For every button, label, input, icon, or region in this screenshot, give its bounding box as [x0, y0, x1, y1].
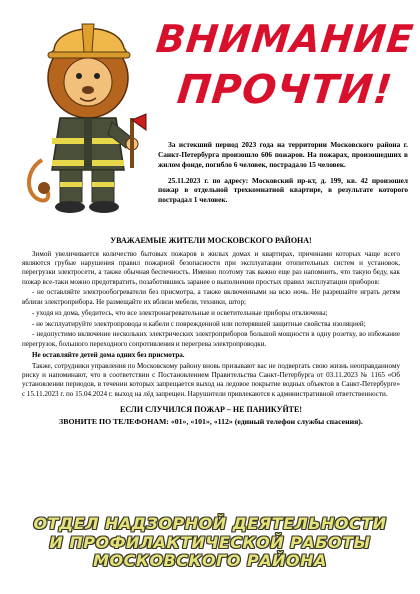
attention-headline — [154, 17, 416, 113]
residents-heading: УВАЖАЕМЫЕ ЖИТЕЛИ МОСКОВСКОГО РАЙОНА! — [110, 236, 312, 245]
rule-item: - не оставляйте электрообогреватели без присмотра, а также включенными на всю ночь. Не разрешайте играть детям вблизи электроприбора. Не размещайте их вблизи мебели, техники, штор; — [22, 288, 400, 306]
intro-paragraph-incident: 25.11.2023 г. по адресу: Московский пр-кт, д. 199, кв. 42 произошел пожар в отдельной трехкомнатной квартире, в результате которого пострадал 1 человек. — [158, 175, 408, 205]
banner-line-3: МОСКОВСКОГО РАЙОНА — [93, 551, 327, 571]
rule-item: - не эксплуатируйте электропровода и кабели с поврежденной или потерявшей защитные свойства изоляцией; — [32, 319, 366, 328]
main-text — [22, 236, 400, 429]
rule-item: - уходя из дома, убедитесь, что все электронагревательные и осветительные приборы отключены; — [32, 308, 328, 317]
headline-line-2: ПРОЧТИ! — [175, 67, 395, 113]
no-panic-callout: ЕСЛИ СЛУЧИЛСЯ ПОЖАР – НЕ ПАНИКУЙТЕ! — [119, 404, 302, 414]
children-warning: Не оставляйте детей дома одних без присмотра. — [32, 350, 185, 359]
ice-ban-paragraph: Также, сотрудники управления по Московскому району вновь призывают вас не подвергать свою жизнь неоправданному риску и напоминают, что в соответствии с Постановлением Правительства Санкт-Петербурга от 03.11.2023 № 1165 «Об установлении периодов, в течении которых запрещается выход на ледовое покрытие водных объектов в Санкт-Петербурге» с 15.11.2023 г. по 15.04.2024 г. выход на лёд запрещен. Нарушители привлекаются к административной ответственности. — [22, 361, 400, 398]
rule-item: - недопустимо включение нескольких электрических электроприборов большой мощности в одну розетку, во избежание перегрузок, большого переходного сопротивления и перегрева электропроводки. — [22, 330, 400, 348]
lion-firefighter-mascot-illustration — [20, 10, 150, 215]
banner-line-2: И ПРОФИЛАКТИЧЕСКОЙ РАБОТЫ — [49, 532, 371, 552]
body-paragraph: Зимой увеличивается количество бытовых пожаров в жилых домах и квартирах, причинами которых чаще всего являются грубые нарушения правил пожарной безопасности при эксплуатации отопительных систем и установок, перегрузки электросети, а также обычная беспечность. Именно поэтому так важно еще раз напомнить, что такую беду, как пожар все-таки можно предотвратить, позаботившись заранее о выполнении простых правил эксплуатации приборов: — [22, 249, 400, 286]
banner-line-1: ОТДЕЛ НАДЗОРНОЙ ДЕЯТЕЛЬНОСТИ — [33, 514, 387, 533]
intro-statistics — [158, 140, 408, 211]
emergency-phones: ЗВОНИТЕ ПО ТЕЛЕФОНАМ: «01», «101», «112» (единый телефон службы спасения). — [59, 416, 363, 426]
department-banner — [20, 515, 400, 571]
intro-paragraph-fire-statistics: За истекший период 2023 года на территории Московского района г. Санкт-Петербурга произошло 606 пожаров. На пожарах, произошедших в жилом фонде, погибло 6 человек, пострадало 15 человек. — [158, 140, 408, 169]
headline-line-1: ВНИМАНИЕ — [154, 17, 416, 61]
